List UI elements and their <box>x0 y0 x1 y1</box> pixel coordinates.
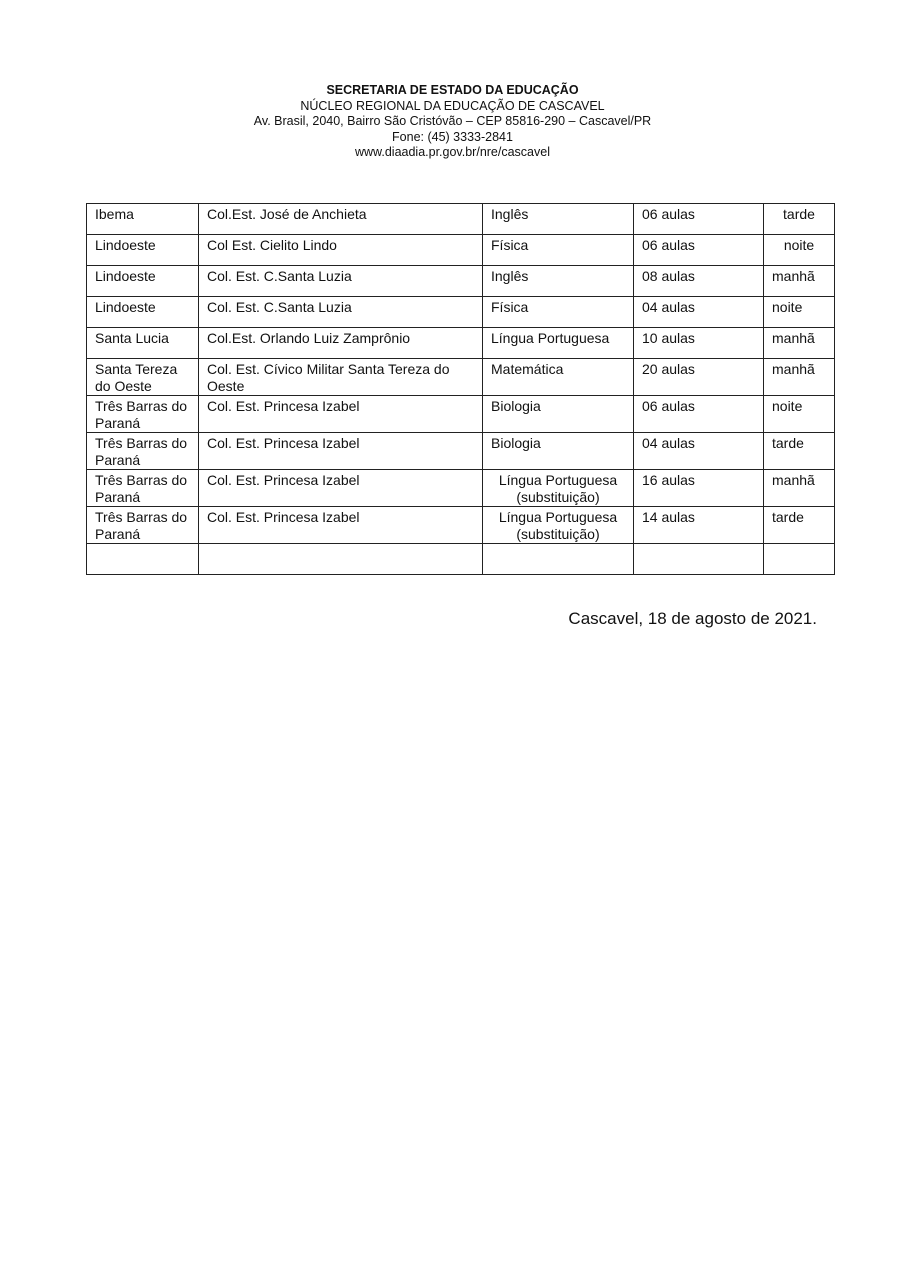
vacancies-table <box>86 203 835 575</box>
aulas-cell: 10 aulas <box>634 328 764 359</box>
municipio-cell: Santa Tereza do Oeste <box>87 359 199 396</box>
municipio-cell: Três Barras do Paraná <box>87 507 199 544</box>
table-row <box>87 396 835 433</box>
aulas-cell: 14 aulas <box>634 507 764 544</box>
empty-cell <box>87 544 199 575</box>
turno-cell: manhã <box>764 470 835 507</box>
empty-cell <box>483 544 634 575</box>
aulas-cell: 16 aulas <box>634 470 764 507</box>
aulas-cell: 04 aulas <box>634 297 764 328</box>
aulas-cell: 08 aulas <box>634 266 764 297</box>
colegio-cell: Col. Est. Princesa Izabel <box>199 396 483 433</box>
colegio-cell: Col. Est. Princesa Izabel <box>199 507 483 544</box>
colegio-cell: Col. Est. Princesa Izabel <box>199 433 483 470</box>
document-date: Cascavel, 18 de agosto de 2021. <box>568 609 817 628</box>
aulas-cell: 20 aulas <box>634 359 764 396</box>
municipio-cell: Lindoeste <box>87 297 199 328</box>
colegio-cell: Col. Est. Princesa Izabel <box>199 470 483 507</box>
turno-cell: tarde <box>764 507 835 544</box>
table-row <box>87 507 835 544</box>
turno-cell: tarde <box>764 204 835 235</box>
disciplina-cell: Física <box>483 297 634 328</box>
turno-cell: noite <box>764 297 835 328</box>
empty-cell <box>634 544 764 575</box>
empty-cell <box>764 544 835 575</box>
disciplina-cell: Matemática <box>483 359 634 396</box>
table-row <box>87 470 835 507</box>
municipio-cell: Três Barras do Paraná <box>87 396 199 433</box>
table-row <box>87 235 835 266</box>
disciplina-cell: Inglês <box>483 266 634 297</box>
org-name: SECRETARIA DE ESTADO DA EDUCAÇÃO <box>326 83 579 97</box>
empty-cell <box>199 544 483 575</box>
aulas-cell: 06 aulas <box>634 204 764 235</box>
empty-row <box>87 544 835 575</box>
disciplina-cell: Inglês <box>483 204 634 235</box>
municipio-cell: Ibema <box>87 204 199 235</box>
disciplina-cell: Língua Portuguesa <box>483 328 634 359</box>
website: www.diaadia.pr.gov.br/nre/cascavel <box>354 145 550 159</box>
aulas-cell: 04 aulas <box>634 433 764 470</box>
disciplina-cell: Biologia <box>483 433 634 470</box>
colegio-cell: Col.Est. Orlando Luiz Zamprônio <box>199 328 483 359</box>
disciplina-cell: Língua Portuguesa (substituição) <box>483 507 634 544</box>
table-row <box>87 297 835 328</box>
turno-cell: manhã <box>764 266 835 297</box>
colegio-cell: Col Est. Cielito Lindo <box>199 235 483 266</box>
letterhead <box>0 83 905 161</box>
disciplina-cell: Física <box>483 235 634 266</box>
turno-cell: noite <box>764 235 835 266</box>
disciplina-cell: Língua Portuguesa (substituição) <box>483 470 634 507</box>
disciplina-cell: Biologia <box>483 396 634 433</box>
colegio-cell: Col.Est. José de Anchieta <box>199 204 483 235</box>
colegio-cell: Col. Est. Cívico Militar Santa Tereza do Oeste <box>199 359 483 396</box>
municipio-cell: Três Barras do Paraná <box>87 433 199 470</box>
table-row <box>87 433 835 470</box>
table-row <box>87 359 835 396</box>
colegio-cell: Col. Est. C.Santa Luzia <box>199 297 483 328</box>
municipio-cell: Santa Lucia <box>87 328 199 359</box>
aulas-cell: 06 aulas <box>634 235 764 266</box>
turno-cell: noite <box>764 396 835 433</box>
municipio-cell: Lindoeste <box>87 266 199 297</box>
phone: Fone: (45) 3333-2841 <box>392 129 513 144</box>
table-row <box>87 266 835 297</box>
aulas-cell: 06 aulas <box>634 396 764 433</box>
nucleo-name: NÚCLEO REGIONAL DA EDUCAÇÃO DE CASCAVEL <box>300 98 605 113</box>
turno-cell: manhã <box>764 328 835 359</box>
municipio-cell: Lindoeste <box>87 235 199 266</box>
municipio-cell: Três Barras do Paraná <box>87 470 199 507</box>
turno-cell: tarde <box>764 433 835 470</box>
table-row <box>87 328 835 359</box>
colegio-cell: Col. Est. C.Santa Luzia <box>199 266 483 297</box>
table-row <box>87 204 835 235</box>
turno-cell: manhã <box>764 359 835 396</box>
address: Av. Brasil, 2040, Bairro São Cristóvão – CEP 85816-290 – Cascavel/PR <box>253 114 652 128</box>
